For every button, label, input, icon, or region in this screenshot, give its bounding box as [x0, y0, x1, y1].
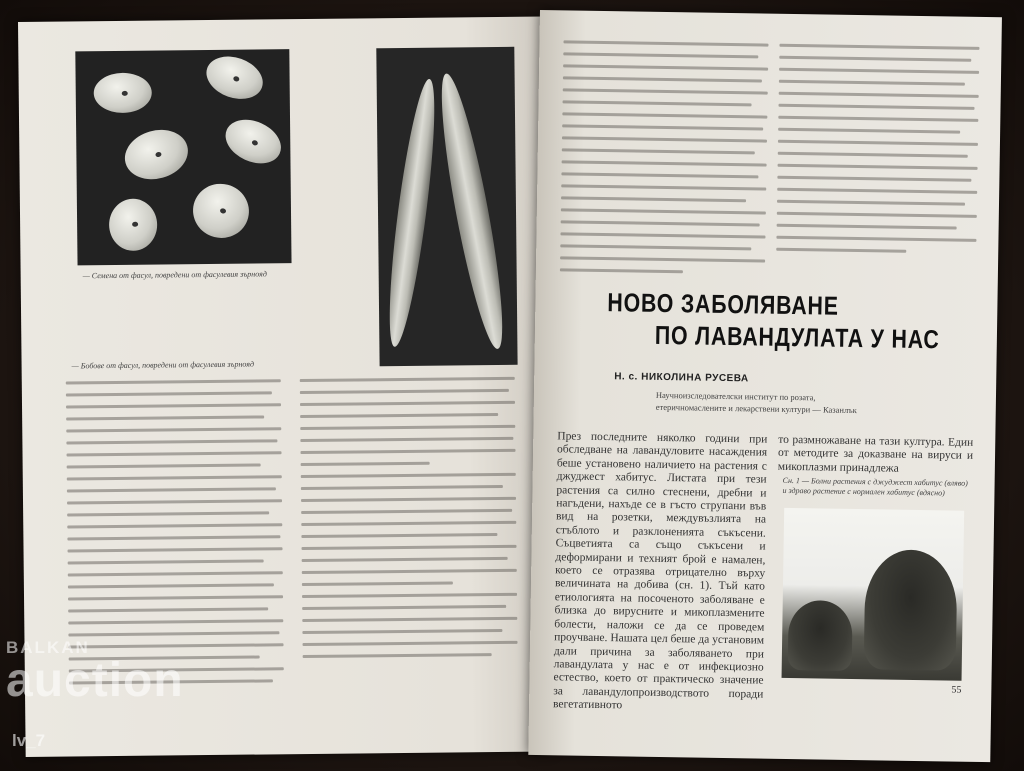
article-body-text: През последните няколко години при обследване на лавандуловите насаждения беше установено наличието на растения с джуджест хабитус. Листата при тези растения са силно стеснени, дребни и нагъдени, нахъде се в гъсто струпани във вид на розетки, междувъзлията на стъблото и разклоненията съкъсени. Съцветията са също съкъсени и деформирани и техният брой е намален, което се отразява отрицателно върху величината на добива (сн. 1). Тъй като етиологията на посоченото заболяване е близка до вирусните и микоплазмените болести, наложи се да се проведем проучване. Нашата цел беше да установим дали причина за заболяването при лавандулата у нас е от инфекциозно естество, което от практическо значение за лавандулопроизводството поради вегетативното [552, 430, 768, 712]
article-title-line-2: ПО ЛАВАНДУЛАТА У НАС [654, 319, 940, 355]
bean-pod [381, 77, 444, 348]
healthy-lavender-plant [864, 549, 958, 670]
bean-seed [119, 123, 194, 186]
author-affiliation-line-1: Научноизследователски институт по розата, [655, 389, 816, 403]
bean-pods-photo [376, 47, 517, 366]
article-title-line-1: НОВО ЗАБОЛЯВАНЕ [607, 287, 840, 321]
bean-seed [109, 199, 158, 251]
bean-seed [219, 111, 288, 171]
bean-pod [431, 71, 514, 352]
article-author: Н. с. НИКОЛИНА РУСЕВА [614, 371, 749, 385]
article-body-text-col-2: то размножаване на тази култура. Един от методите за доказване на вируси и микоплазми принадлежа [777, 433, 974, 475]
author-affiliation-line-2: етеричномаслените и лекарствени култури — Казанлък [655, 401, 857, 416]
bean-seed [94, 73, 152, 114]
dwarf-lavender-plant [788, 600, 853, 671]
bean-seeds-photo [75, 49, 291, 265]
watermark-brand-main: auction [6, 654, 184, 707]
right-top-text-column-1 [560, 40, 769, 283]
pods-photo-caption: — Бобове от фасул, повредени от фасулевия зърнояд [71, 359, 255, 371]
bean-seed [187, 178, 255, 244]
bean-seed [201, 49, 269, 106]
page-number: 55 [951, 684, 962, 696]
right-page [528, 10, 1002, 762]
right-top-text-column-2 [776, 44, 979, 263]
watermark-user: lv_7 [12, 731, 46, 750]
left-text-column-2 [300, 377, 518, 667]
auction-watermark [6, 638, 184, 707]
figure-caption: Сн. 1 — Болни растения с джуджест хабитус (вляво) и здраво растение с нормален хабитус (вдясно) [782, 475, 968, 498]
lavender-plants-photo [782, 508, 965, 681]
watermark-brand-top: BALKAN [6, 638, 90, 657]
seeds-photo-caption: — Семена от фасул, повредени от фасулевия зърнояд [82, 269, 267, 281]
